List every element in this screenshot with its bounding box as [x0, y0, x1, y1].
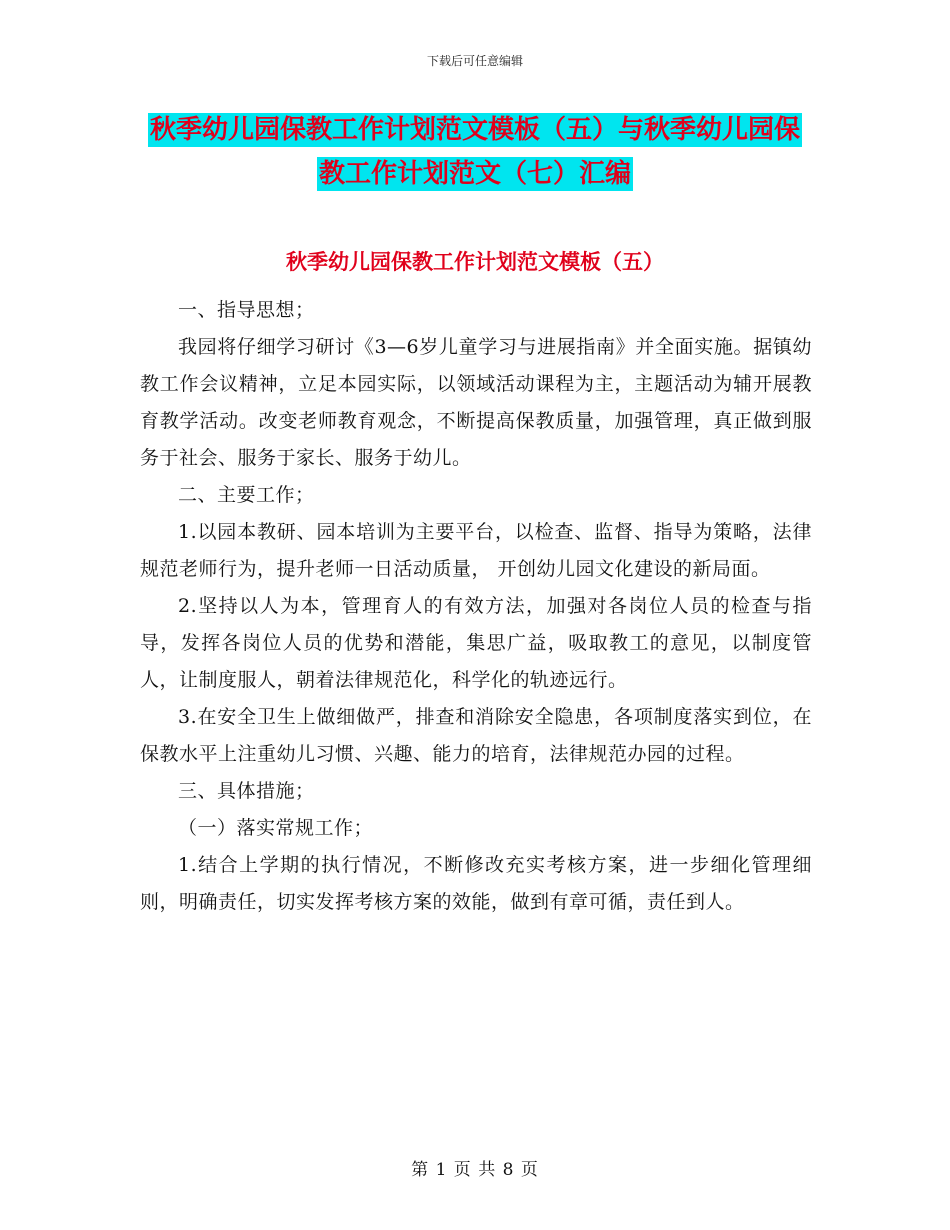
document-body	[140, 292, 812, 921]
paragraph-main-work-3: 3.在安全卫生上做细做严，排查和消除安全隐患，各项制度落实到位，在保教水平上注重幼儿习惯、兴趣、能力的培育，法律规范办园的过程。	[140, 706, 812, 765]
page-header-note: 下载后可任意编辑	[426, 54, 523, 68]
paragraph-main-work-1: 1.以园本教研、园本培训为主要平台，以检查、监督、指导为策略，法律规范老师行为，提升老师一日活动质量， 开创幼儿园文化建设的新局面。	[140, 521, 812, 580]
heading-guiding-ideology: 一、指导思想；	[178, 299, 315, 321]
paragraph-routine-work-1: 1.结合上学期的执行情况，不断修改充实考核方案，进一步细化管理细则，明确责任，切实发挥考核方案的效能，做到有章可循，责任到人。	[140, 854, 812, 913]
paragraph-main-work-2: 2.坚持以人为本，管理育人的有效方法，加强对各岗位人员的检查与指导，发挥各岗位人员的优势和潜能，集思广益，吸取教工的意见，以制度管人，让制度服人，朝着法律规范化，科学化的轨迹远行。	[140, 595, 812, 691]
section-heading: 秋季幼儿园保教工作计划范文模板（五）	[286, 250, 664, 274]
paragraph-guiding-ideology: 我园将仔细学习研讨《3—6岁儿童学习与进展指南》并全面实施。据镇幼教工作会议精神，立足本园实际，以领域活动课程为主，主题活动为辅开展教育教学活动。改变老师教育观念，不断提高保教质量，加强管理，真正做到服务于社会、服务于家长、服务于幼儿。	[140, 336, 812, 469]
heading-specific-measures: 三、具体措施；	[178, 780, 315, 802]
document-title	[140, 108, 810, 196]
page-number-footer: 第 1 页 共 8 页	[411, 1160, 539, 1180]
heading-main-work: 二、主要工作；	[178, 484, 315, 506]
document-title-highlight: 秋季幼儿园保教工作计划范文模板（五）与秋季幼儿园保教工作计划范文（七）汇编	[149, 115, 800, 189]
subheading-routine-work: （一）落实常规工作；	[178, 817, 374, 839]
